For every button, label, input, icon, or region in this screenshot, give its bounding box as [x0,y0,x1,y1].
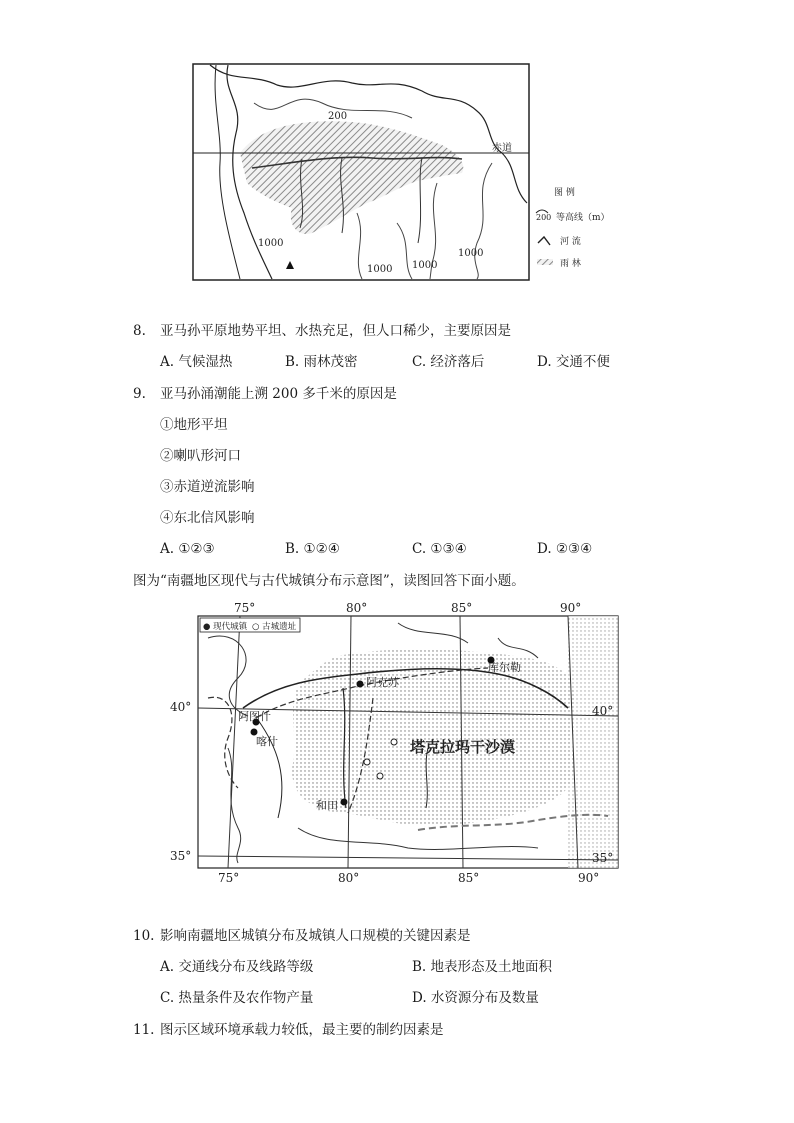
q11-stem: 图示区域环境承载力较低，最主要的制约因素是 [160,1022,444,1038]
city-akesu-marker [357,681,364,688]
xinjiang-map [168,598,628,888]
svg-text:赤道: 赤道 [492,143,512,154]
q9-number: 9. [133,386,146,402]
svg-text:90°: 90° [560,601,582,615]
q9-option-d: D. ②③④ [537,541,593,557]
svg-text:75°: 75° [234,601,256,615]
svg-text:河 流: 河 流 [560,237,581,247]
svg-text:● 现代城镇: ● 现代城镇 [203,622,248,632]
amazon-map [192,63,612,283]
svg-text:35°: 35° [170,849,192,863]
svg-text:1000: 1000 [367,264,393,275]
svg-text:图 例: 图 例 [554,188,575,198]
svg-text:1000: 1000 [458,248,484,259]
svg-text:塔克拉玛干沙漠: 塔克拉玛干沙漠 [410,738,516,756]
q9-item-4: ④东北信风影响 [160,510,255,526]
q9-item-3: ③赤道逆流影响 [160,479,255,495]
svg-text:雨 林: 雨 林 [560,259,581,269]
q10-option-d: D. 水资源分布及数量 [412,990,539,1006]
svg-text:80°: 80° [346,601,368,615]
q10-option-a: A. 交通线分布及线路等级 [160,959,314,975]
q10-option-c: C. 热量条件及农作物产量 [160,990,314,1006]
svg-text:200: 200 [536,213,552,222]
svg-text:阿图什: 阿图什 [238,710,271,723]
svg-text:200: 200 [328,111,348,122]
q11-number: 11. [133,1022,155,1038]
svg-text:35°: 35° [592,851,614,865]
q9-option-b: B. ①②④ [285,541,340,557]
q8-option-a: A. 气候湿热 [160,354,233,370]
svg-text:75°: 75° [218,871,240,885]
svg-text:阿克苏: 阿克苏 [366,676,399,689]
q10-option-b: B. 地表形态及土地面积 [412,959,553,975]
q8-option-d: D. 交通不便 [537,354,610,370]
svg-text:1000: 1000 [412,260,438,271]
svg-text:等高线（m）: 等高线（m） [556,213,610,223]
q8-option-c: C. 经济落后 [412,354,485,370]
svg-text:85°: 85° [451,601,473,615]
svg-text:90°: 90° [578,871,600,885]
q9-stem: 亚马孙涌潮能上溯 200 多千米的原因是 [160,386,397,402]
svg-text:40°: 40° [592,704,614,718]
q9-option-c: C. ①③④ [412,541,467,557]
ruin-marker [364,759,370,765]
city-hetian-marker [341,799,348,806]
svg-text:40°: 40° [170,700,192,714]
ruin-marker [377,773,383,779]
svg-text:和田: 和田 [316,799,338,812]
svg-text:○ 古城遗址: ○ 古城遗址 [252,622,297,632]
q10-stem: 影响南疆地区城镇分布及城镇人口规模的关键因素是 [160,928,471,944]
q8-number: 8. [133,323,146,339]
svg-text:80°: 80° [338,871,360,885]
svg-text:喀什: 喀什 [256,735,278,748]
q8-option-b: B. 雨林茂密 [285,354,358,370]
ruin-marker [391,739,397,745]
q9-option-a: A. ①②③ [160,541,215,557]
q9-item-2: ②喇叭形河口 [160,448,241,464]
q10-number: 10. [133,928,155,944]
svg-text:85°: 85° [458,871,480,885]
svg-text:1000: 1000 [258,238,284,249]
q8-stem: 亚马孙平原地势平坦、水热充足，但人口稀少，主要原因是 [160,323,511,339]
svg-text:库尔勒: 库尔勒 [488,661,521,674]
section-intro: 图为“南疆地区现代与古代城镇分布示意图”，读图回答下面小题。 [133,573,525,589]
q9-item-1: ①地形平坦 [160,417,228,433]
